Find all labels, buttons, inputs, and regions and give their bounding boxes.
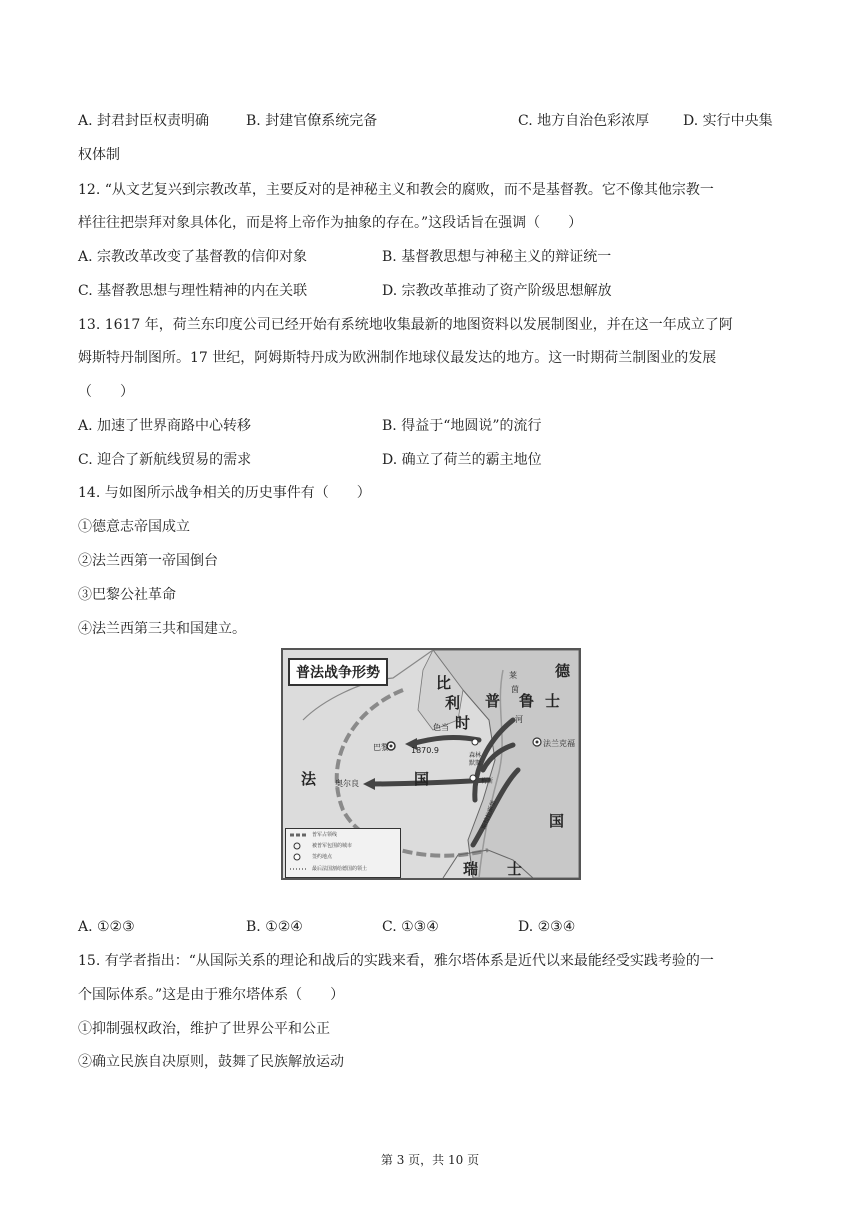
q14-item-4: ④法兰西第三共和国建立。 — [78, 621, 246, 637]
q14-option-c: C. ①③④ — [382, 919, 439, 935]
q11-option-b: B. 封建官僚系统完备 — [246, 113, 378, 129]
q13-option-d: D. 确立了荷兰的霸主地位 — [382, 452, 542, 468]
map-label-rhine-2: 茵 — [511, 685, 519, 694]
map-label-prussia-2: 鲁 — [519, 692, 535, 710]
q13-stem-line-1: 13. 1617 年，荷兰东印度公司已经开始有系统地收集最新的地图资料以发展制图业，并在这一年成立了阿 — [78, 317, 733, 333]
map-label-germany-3: 国 — [549, 812, 565, 830]
map-label-strasbourg: 斯特拉斯堡 — [480, 799, 498, 831]
map-label-switzerland-2: 士 — [507, 860, 523, 878]
q13-option-c: C. 迎合了新航线贸易的需求 — [78, 452, 252, 468]
map-label-belgium-3: 时 — [455, 714, 471, 732]
q12-stem-line-1: 12. “从文艺复兴到宗教改革，主要反对的是神秘主义和教会的腐败，而不是基督教。它不像其他宗教一 — [78, 182, 714, 198]
map-marker-1: 森林 — [469, 752, 482, 759]
q15-stem-line-1: 15. 有学者指出：“从国际关系的理论和战后的实践来看，雅尔塔体系是近代以来最能经受实践考验的一 — [78, 953, 714, 969]
map-label-belgium-1: 比 — [436, 674, 452, 692]
map-label-rhine-1: 莱 — [509, 671, 517, 680]
q11-option-c: C. 地方自治色彩浓厚 — [518, 113, 650, 129]
map-label-prussia-1: 普 — [485, 692, 501, 710]
map-label-france-1: 法 — [301, 770, 317, 788]
legend-item-1: 普军占领线 — [312, 832, 338, 838]
map-label-rhine-3: 河 — [515, 715, 523, 724]
q15-stem-line-2: 个国际体系。”这是由于雅尔塔体系（ ） — [78, 987, 345, 1003]
map-marker-2: 默斯 — [469, 760, 482, 767]
q15-item-2: ②确立民族自决原则，鼓舞了民族解放运动 — [78, 1054, 344, 1070]
map-label-sedan: 色当 — [433, 723, 449, 732]
q14-item-2: ②法兰西第一帝国倒台 — [78, 553, 218, 569]
q13-option-b: B. 得益于“地圆说”的流行 — [382, 418, 542, 434]
q13-stem-line-2: 姆斯特丹制图所。17 世纪，阿姆斯特丹成为欧洲制作地球仪最发达的地方。这一时期荷兰制图业的发展 — [78, 350, 717, 366]
map-label-frankfurt: 法兰克福 — [543, 739, 575, 748]
map-label-france-2: 国 — [414, 770, 430, 788]
q14-stem: 14. 与如图所示战争相关的历史事件有（ ） — [78, 485, 371, 501]
q15-item-1: ①抑制强权政治，维护了世界公平和公正 — [78, 1021, 330, 1037]
q12-option-d: D. 宗教改革推动了资产阶级思想解放 — [382, 283, 612, 299]
legend-item-3: 签约地点 — [312, 854, 333, 860]
map-label-date: 1870.9 — [411, 746, 439, 755]
page-footer: 第 3 页，共 10 页 — [380, 1153, 480, 1167]
map-label-germany-2: 士 — [545, 692, 561, 710]
q13-option-a: A. 加速了世界商路中心转移 — [78, 418, 252, 434]
q11-option-d-continuation: 权体制 — [78, 147, 120, 163]
q11-option-d: D. 实行中央集 — [683, 113, 773, 129]
legend-item-2: 被普军包围的城市 — [312, 843, 353, 849]
q13-stem-line-3: （ ） — [78, 384, 134, 400]
map-title: 普法战争形势 — [288, 658, 388, 686]
q12-option-c: C. 基督教思想与理性精神的内在关联 — [78, 283, 308, 299]
map-legend — [285, 828, 401, 878]
map-label-switzerland-1: 瑞 — [463, 860, 479, 878]
q14-option-a: A. ①②③ — [78, 919, 135, 935]
map-label-paris: 巴黎 — [373, 743, 389, 752]
map-label-orleans: 奥尔良 — [335, 779, 359, 788]
q14-option-b: B. ①②④ — [246, 919, 303, 935]
legend-item-4: 最后法国割给德国的领土 — [312, 866, 368, 872]
franco-prussian-war-map — [281, 648, 581, 880]
q11-option-a: A. 封君封臣权责明确 — [78, 113, 210, 129]
q12-stem-line-2: 样往往把崇拜对象具体化，而是将上帝作为抽象的存在。”这段话旨在强调（ ） — [78, 215, 583, 231]
q12-option-b: B. 基督教思想与神秘主义的辩证统一 — [382, 249, 612, 265]
q14-item-1: ①德意志帝国成立 — [78, 519, 190, 535]
q12-option-a: A. 宗教改革改变了基督教的信仰对象 — [78, 249, 308, 265]
legend-symbols — [287, 830, 311, 878]
q14-item-3: ③巴黎公社革命 — [78, 587, 176, 603]
map-label-metz: 梅斯 — [481, 778, 494, 785]
map-label-germany-1: 德 — [555, 662, 571, 680]
map-label-belgium-2: 利 — [445, 694, 461, 712]
q14-option-d: D. ②③④ — [518, 919, 576, 935]
